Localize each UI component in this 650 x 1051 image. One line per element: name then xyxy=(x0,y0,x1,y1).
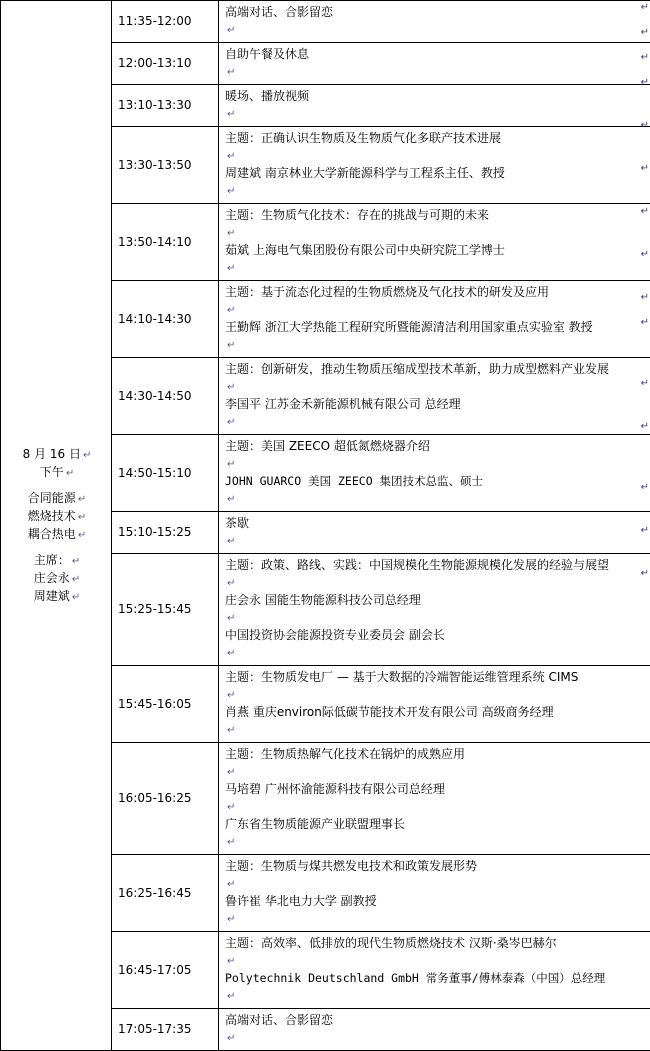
paragraph-mark-icon: ↵ xyxy=(227,914,235,925)
content-line: 茶歇 xyxy=(225,515,650,532)
paragraph-mark-icon: ↵ xyxy=(227,263,235,274)
paragraph-mark-icon: ↵ xyxy=(227,1033,235,1044)
paragraph-mark-icon: ↵ xyxy=(641,568,649,579)
paragraph-mark-icon: ↵ xyxy=(227,109,235,120)
time-cell: 14:30-14:50 xyxy=(112,358,219,435)
paragraph-mark-icon: ↵ xyxy=(227,382,235,393)
paragraph-mark-icon: ↵ xyxy=(641,27,649,38)
paragraph-mark-icon: ↵ xyxy=(641,378,649,389)
content-cell xyxy=(219,85,650,127)
paragraph-mark-icon: ↵ xyxy=(227,690,235,701)
time-cell: 15:45-16:05 xyxy=(112,666,219,743)
content-line: 暖场、播放视频 xyxy=(225,88,650,105)
paragraph-mark-icon: ↵ xyxy=(227,648,235,659)
paragraph-mark-icon: ↵ xyxy=(227,305,235,316)
content-line: 肖燕 重庆environ际低碳节能技术开发有限公司 高级商务经理 xyxy=(225,704,650,721)
content-cell xyxy=(219,281,650,358)
paragraph-mark-icon: ↵ xyxy=(78,512,86,523)
session-spacer xyxy=(7,544,107,552)
paragraph-mark-icon: ↵ xyxy=(641,52,649,63)
time-cell: 17:05-17:35 xyxy=(112,1009,219,1051)
session-line: 8 月 16 日 ↵ xyxy=(7,446,107,464)
time-cell: 16:25-16:45 xyxy=(112,855,219,932)
content-line: 茹斌 上海电气集团股份有限公司中央研究院工学博士 xyxy=(225,242,650,259)
content-cell xyxy=(219,358,650,435)
content-line: 主题：生物质发电厂 — 基于大数据的冷端智能运维管理系统 CIMS xyxy=(225,669,650,686)
paragraph-mark-icon: ↵ xyxy=(78,530,86,541)
content-cell xyxy=(219,932,650,1009)
content-line: 主题：生物质热解气化技术在锅炉的成熟应用 xyxy=(225,746,650,763)
content-line: 主题：高效率、低排放的现代生物质燃烧技术 汉斯·桑岑巴赫尔 xyxy=(225,935,650,952)
content-cell xyxy=(219,855,650,932)
paragraph-mark-icon: ↵ xyxy=(227,417,235,428)
session-line: 周建斌 ↵ xyxy=(7,588,107,606)
paragraph-mark-icon: ↵ xyxy=(227,340,235,351)
time-cell: 16:05-16:25 xyxy=(112,743,219,855)
paragraph-mark-icon: ↵ xyxy=(641,120,649,131)
content-line: 主题：生物质气化技术：存在的挑战与可期的未来 xyxy=(225,207,650,224)
session-block-text xyxy=(7,446,107,606)
content-line: 鲁许崔 华北电力大学 副教授 xyxy=(225,893,650,910)
content-cell xyxy=(219,666,650,743)
content-line: 马培碧 广州怀渝能源科技有限公司总经理 xyxy=(225,781,650,798)
session-line: 合同能源 ↵ xyxy=(7,490,107,508)
session-spacer xyxy=(7,482,107,490)
paragraph-mark-icon: ↵ xyxy=(78,494,86,505)
content-line: 高端对话、合影留恋 xyxy=(225,1012,650,1029)
time-cell: 15:10-15:25 xyxy=(112,512,219,554)
content-cell xyxy=(219,43,650,85)
session-line: 耦合热电 ↵ xyxy=(7,526,107,544)
agenda-table-body xyxy=(1,1,650,1051)
session-line: 下午 ↵ xyxy=(7,464,107,482)
paragraph-mark-icon: ↵ xyxy=(641,525,649,536)
paragraph-mark-icon: ↵ xyxy=(72,592,80,603)
content-line: 周建斌 南京林业大学新能源科学与工程系主任、教授 xyxy=(225,165,650,182)
paragraph-mark-icon: ↵ xyxy=(641,482,649,493)
content-line: 王勤辉 浙江大学热能工程研究所暨能源清洁利用国家重点实验室 教授 xyxy=(225,319,650,336)
content-line: 主题：基于流态化过程的生物质燃烧及气化技术的研发及应用 xyxy=(225,284,650,301)
session-line: 庄会永 ↵ xyxy=(7,570,107,588)
paragraph-mark-icon: ↵ xyxy=(72,574,80,585)
content-cell xyxy=(219,743,650,855)
time-cell: 13:50-14:10 xyxy=(112,204,219,281)
content-line: 广东省生物质能源产业联盟理事长 xyxy=(225,816,650,833)
time-cell: 13:30-13:50 xyxy=(112,127,219,204)
paragraph-mark-icon: ↵ xyxy=(227,25,235,36)
content-cell xyxy=(219,554,650,666)
page-left-border xyxy=(0,0,1,621)
paragraph-mark-icon: ↵ xyxy=(641,421,649,432)
paragraph-mark-icon: ↵ xyxy=(641,206,649,217)
paragraph-mark-icon: ↵ xyxy=(641,2,649,13)
paragraph-mark-icon: ↵ xyxy=(227,767,235,778)
paragraph-mark-icon: ↵ xyxy=(227,956,235,967)
paragraph-mark-icon: ↵ xyxy=(641,292,649,303)
paragraph-mark-icon: ↵ xyxy=(227,613,235,624)
paragraph-mark-icon: ↵ xyxy=(227,879,235,890)
paragraph-mark-icon: ↵ xyxy=(227,494,235,505)
content-cell xyxy=(219,512,650,554)
time-cell: 11:35-12:00 xyxy=(112,1,219,43)
paragraph-mark-icon: ↵ xyxy=(227,536,235,547)
content-line: 中国投资协会能源投资专业委员会 副会长 xyxy=(225,627,650,644)
content-line: JOHN GUARCO 美国 ZEECO 集团技术总监、硕士 xyxy=(225,473,650,490)
time-cell: 12:00-13:10 xyxy=(112,43,219,85)
paragraph-mark-icon: ↵ xyxy=(66,468,74,479)
paragraph-mark-icon: ↵ xyxy=(227,578,235,589)
content-cell xyxy=(219,1009,650,1051)
content-line: 主题：生物质与煤共燃发电技术和政策发展形势 xyxy=(225,858,650,875)
content-cell xyxy=(219,435,650,512)
content-line: Polytechnik Deutschland GmbH 常务董事/傅林泰森（中国）总经理 xyxy=(225,970,650,987)
paragraph-mark-icon: ↵ xyxy=(227,67,235,78)
session-line: 主席： ↵ xyxy=(7,552,107,570)
content-line: 主题：美国 ZEECO 超低氮燃烧器介绍 xyxy=(225,438,650,455)
paragraph-mark-icon: ↵ xyxy=(227,802,235,813)
paragraph-mark-icon: ↵ xyxy=(227,991,235,1002)
paragraph-mark-icon: ↵ xyxy=(641,77,649,88)
time-cell: 13:10-13:30 xyxy=(112,85,219,127)
session-line: 燃烧技术 ↵ xyxy=(7,508,107,526)
paragraph-mark-icon: ↵ xyxy=(83,450,91,461)
paragraph-mark-icon: ↵ xyxy=(227,459,235,470)
paragraph-mark-icon: ↵ xyxy=(227,151,235,162)
content-cell xyxy=(219,1,650,43)
content-line: 自助午餐及休息 xyxy=(225,46,650,63)
time-cell: 14:10-14:30 xyxy=(112,281,219,358)
paragraph-mark-icon: ↵ xyxy=(72,556,80,567)
paragraph-mark-icon: ↵ xyxy=(227,186,235,197)
content-cell xyxy=(219,127,650,204)
time-cell: 16:45-17:05 xyxy=(112,932,219,1009)
content-line: 主题：创新研发，推动生物质压缩成型技术革新，助力成型燃料产业发展 xyxy=(225,361,650,378)
content-line: 主题：正确认识生物质及生物质气化多联产技术进展 xyxy=(225,130,650,147)
paragraph-mark-icon: ↵ xyxy=(227,228,235,239)
paragraph-mark-icon: ↵ xyxy=(641,249,649,260)
content-line: 高端对话、合影留恋 xyxy=(225,4,650,21)
content-line: 庄会永 国能生物能源科技公司总经理 xyxy=(225,592,650,609)
paragraph-mark-icon: ↵ xyxy=(227,837,235,848)
content-line: 主题：政策、路线、实践：中国规模化生物能源规模化发展的经验与展望 xyxy=(225,557,650,574)
paragraph-mark-icon: ↵ xyxy=(227,725,235,736)
content-line: 李国平 江苏金禾新能源机械有限公司 总经理 xyxy=(225,396,650,413)
session-block-cell xyxy=(1,1,112,1051)
table-row xyxy=(1,1,650,43)
paragraph-mark-icon: ↵ xyxy=(641,317,649,328)
paragraph-mark-icon: ↵ xyxy=(641,163,649,174)
time-cell: 14:50-15:10 xyxy=(112,435,219,512)
content-cell xyxy=(219,204,650,281)
time-cell: 15:25-15:45 xyxy=(112,554,219,666)
